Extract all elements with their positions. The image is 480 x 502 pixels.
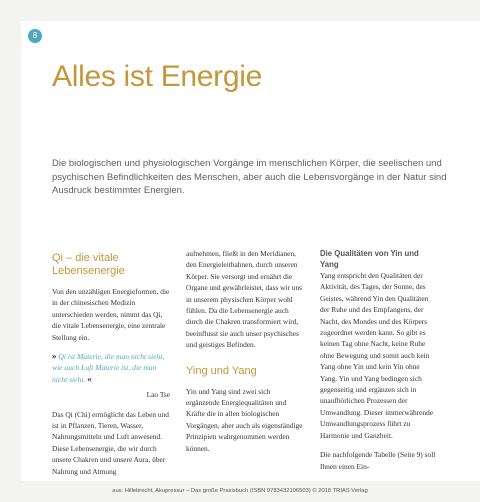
qi-paragraph-1: Von den unzähligen Energieformen, die in der chinesischen Medizin unterschieden werden, nimmt das Qi, die vitale Lebensenergie, eine zentrale Stellung ein. bbox=[52, 287, 170, 342]
intro-paragraph: Die biologischen und physiologischen Vorgänge im menschlichen Körper, die seelischen und psychischen Befindlichkeiten des Menschen, aber auch die Lebensvorgänge in der Natur sind Ausdruck bestimmter Energien. bbox=[52, 158, 447, 196]
col2-paragraph-1: aufnehmen, fließt in den Meridianen, den Energieleitbahnen, durch unseren Körper. Sie versorgt und ernährt die Organe und gewährleistet, dass wir uns in unserem physischen Körper wohl fühlen. Da die Lebensenergie auch durch die Chakren transformiert wird, beeinflusst sie auch unser psychisches und geistiges Befinden. bbox=[186, 249, 303, 350]
qi-heading: Qi – die vitale Lebensenergie bbox=[52, 252, 125, 277]
column-2 bbox=[186, 248, 304, 454]
quote-open-icon: » bbox=[52, 351, 57, 362]
page-title: Alles ist Energie bbox=[52, 60, 262, 93]
quote-close-icon: « bbox=[87, 373, 92, 384]
qualities-heading: Die Qualitäten von Yin und Yang bbox=[320, 249, 419, 269]
page-number-badge: 8 bbox=[28, 29, 42, 43]
column-3 bbox=[320, 248, 438, 472]
quote-text: Qi ist Materie, die man nicht sieht, wie auch Luft Materie ist, die man nicht sieht. bbox=[52, 352, 165, 384]
column-1 bbox=[52, 248, 170, 477]
ying-yang-heading: Ying und Yang bbox=[186, 364, 257, 377]
qi-paragraph-2: Das Qi (Chi) ermöglicht das Leben und ist in Pflanzen, Tieren, Wasser, Nahrungsmitteln und Luft anwesend. Diese Lebensenergie, die wir durch unsere Chakren und unsere Aura, über Nahrung und Atmung bbox=[52, 409, 169, 476]
quote-author: Lao Tse bbox=[146, 390, 170, 400]
col3-paragraph-2: Die nachfolgende Tabelle (Seite 9) soll Ihnen einen Ein- bbox=[320, 450, 436, 471]
page-footer: aus: Hillebrecht, Akupressur – Das große Praxisbuch (ISBN 9783432106503) © 2018 TRIAS Verlag bbox=[112, 488, 368, 494]
lao-tse-quote bbox=[52, 351, 170, 385]
col3-paragraph-1: Yang entspricht den Qualitäten der Aktivität, des Tages, der Sonne, des Geistes, während Yin den Qualitäten der Ruhe und des Empfangens, der Nacht, des Mondes und des Körpers zugeordnet werden kann. So gibt es keinen Tag ohne Nacht, keine Ruhe ohne Bewegung und somit auch kein Yang ohne Yin und kein Yin ohne Yang. Yin und Yang bedingen sich gegenseitig und ergänzen sich in unaufhörlichen Prozessen der Umwandlung. Dieser immerwährende Umwandlungsprozess führt zu Harmonie und Ganzheit. bbox=[320, 271, 434, 440]
col2-paragraph-2: Yin und Yang sind zwei sich ergänzende Energiequalitäten und Kräfte die in allen biologischen Vorgängen, aber auch als eigenständige Prinzipien wahrgenommen werden können. bbox=[186, 386, 303, 453]
